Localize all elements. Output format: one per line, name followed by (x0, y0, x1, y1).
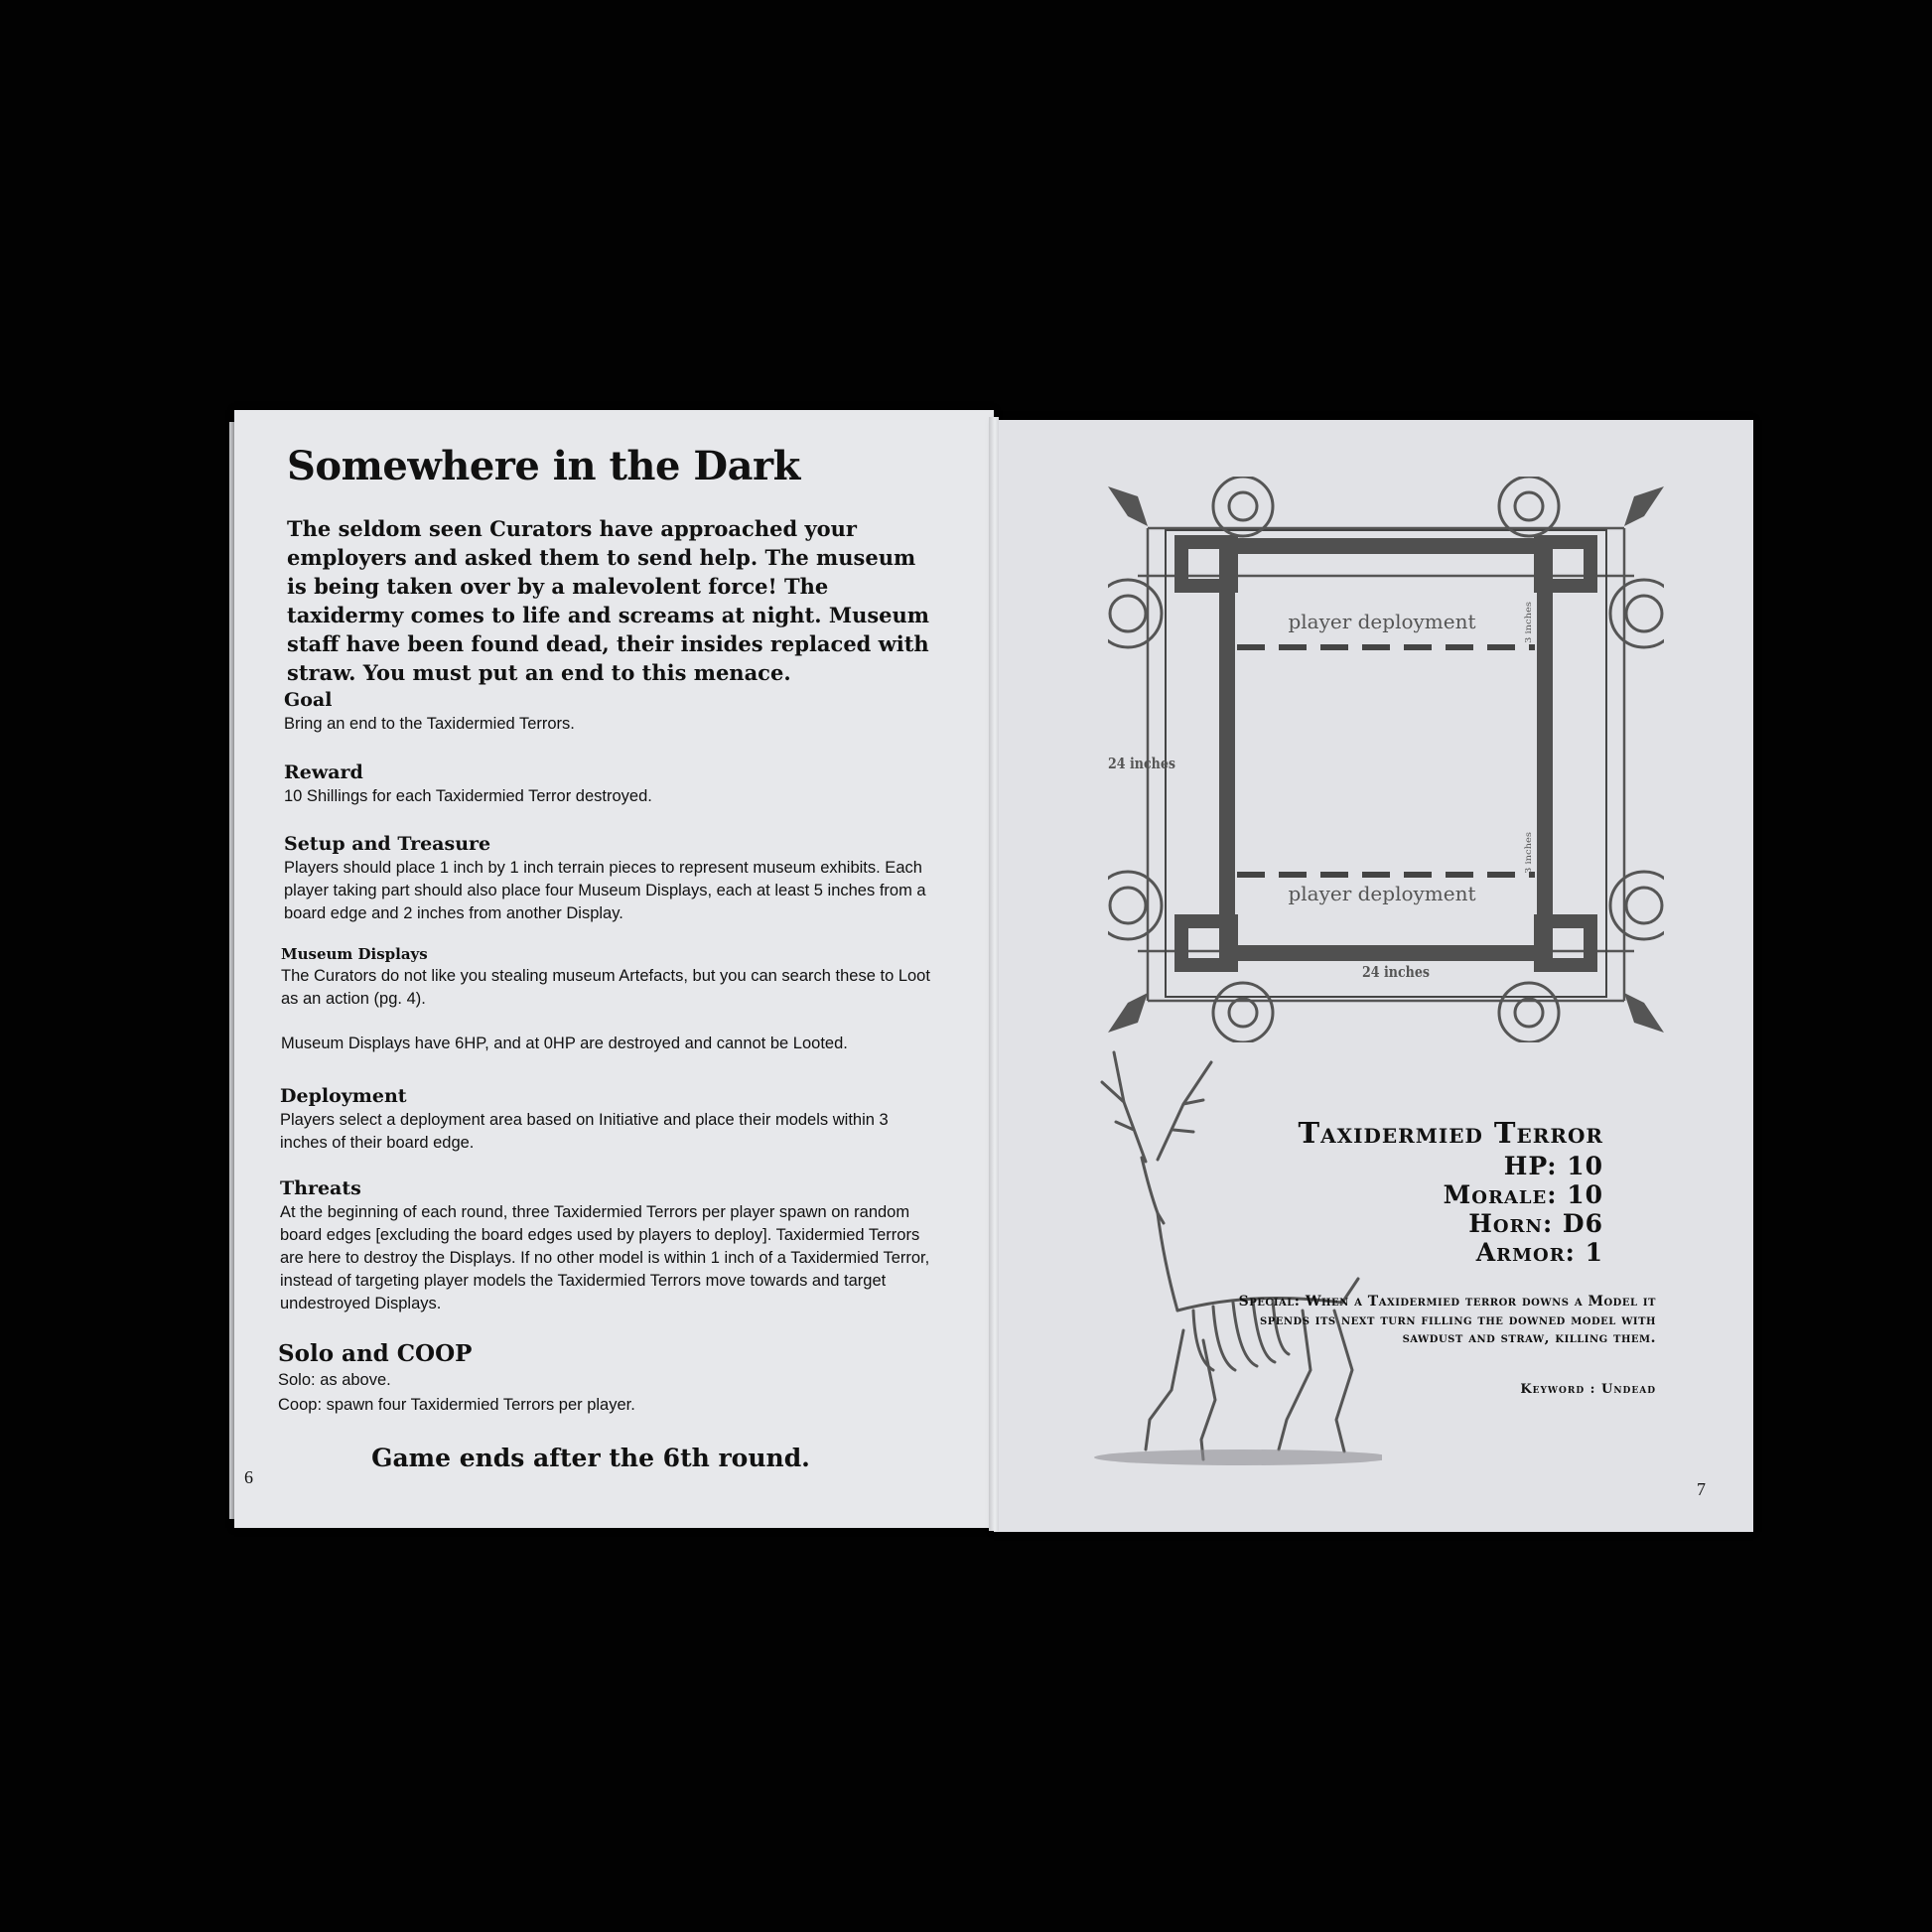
setup-section (284, 833, 939, 925)
displays-text-2: Museum Displays have 6HP, and at 0HP are destroyed and cannot be Looted. (281, 1035, 848, 1052)
page-number-left: 6 (244, 1467, 253, 1487)
threats-heading: Threats (280, 1177, 361, 1199)
deployment-map (1108, 477, 1664, 1042)
special-ability-text: Special: When a Taxidermied terror downs a Model it spends its next turn filling the downed model with sawdust and straw, killing them. (1238, 1294, 1656, 1346)
setup-text: Players should place 1 inch by 1 inch terrain pieces to represent museum exhibits. Each player taking part should also place four Museum Displays, each at least 5 inches from a board edge and 2 inches from another Display. (284, 859, 926, 922)
page-number-right: 7 (1697, 1479, 1706, 1499)
displays-section (281, 945, 936, 1055)
coop-text: Coop: spawn four Taxidermied Terrors per player. (278, 1396, 635, 1414)
top-deployment-label: player deployment (1288, 610, 1476, 633)
monster-name: Taxidermied Terror (1298, 1116, 1603, 1150)
displays-text-1: The Curators do not like you stealing museum Artefacts, but you can search these to Loot as an action (pg. 4). (281, 967, 930, 1008)
game-end-note: Game ends after the 6th round. (371, 1444, 810, 1472)
solo-coop-section (278, 1340, 933, 1417)
side-length-label: 24 inches (1108, 755, 1175, 772)
page-title: Somewhere in the Dark (287, 443, 800, 489)
keyword-line: Keyword : Undead (1520, 1382, 1656, 1397)
reward-text: 10 Shillings for each Taxidermied Terror destroyed. (284, 787, 652, 805)
deployment-section (280, 1085, 935, 1155)
depth-label-bottom: 3 inches (1524, 840, 1533, 874)
hp-stat: HP: 10 (1503, 1152, 1603, 1180)
armor-stat: Armor: 1 (1475, 1238, 1603, 1267)
morale-stat: Morale: 10 (1443, 1180, 1603, 1209)
threats-section (280, 1177, 935, 1315)
skeleton-stag-illustration (1054, 1042, 1382, 1469)
solo-text: Solo: as above. (278, 1371, 391, 1389)
goal-text: Bring an end to the Taxidermied Terrors. (284, 715, 575, 733)
bottom-length-label: 24 inches (1362, 963, 1430, 981)
intro-paragraph: The seldom seen Curators have approached your employers and asked them to send help. The museum is being taken over by a malevolent force! The taxidermy comes to life and screams at night. Museum staff have been found dead, their insides replaced with straw. You must put an end to this menace. (287, 516, 930, 685)
book-gutter (989, 417, 999, 1531)
threats-text: At the beginning of each round, three Taxidermied Terrors per player spawn on random board edges [excluding the board edges used by players to deploy]. Taxidermied Terrors are here to destroy the Displays. If no other model is within 1 inch of a Taxidermied Terror, instead of targeting player models the Taxidermied Terrors move towards and target undestroyed Displays. (280, 1203, 930, 1312)
goal-heading: Goal (284, 689, 333, 711)
deployment-text: Players select a deployment area based on Initiative and place their models within 3 inches of their board edge. (280, 1111, 889, 1152)
setup-heading: Setup and Treasure (284, 833, 491, 855)
bottom-deployment-label: player deployment (1288, 882, 1476, 905)
depth-label-top: 3 inches (1524, 610, 1533, 643)
solo-coop-heading: Solo and COOP (278, 1340, 473, 1367)
goal-section (284, 689, 939, 736)
reward-heading: Reward (284, 761, 363, 783)
reward-section (284, 761, 939, 808)
deployment-heading: Deployment (280, 1085, 407, 1107)
displays-heading: Museum Displays (281, 945, 428, 963)
horn-stat: Horn: D6 (1468, 1209, 1603, 1238)
